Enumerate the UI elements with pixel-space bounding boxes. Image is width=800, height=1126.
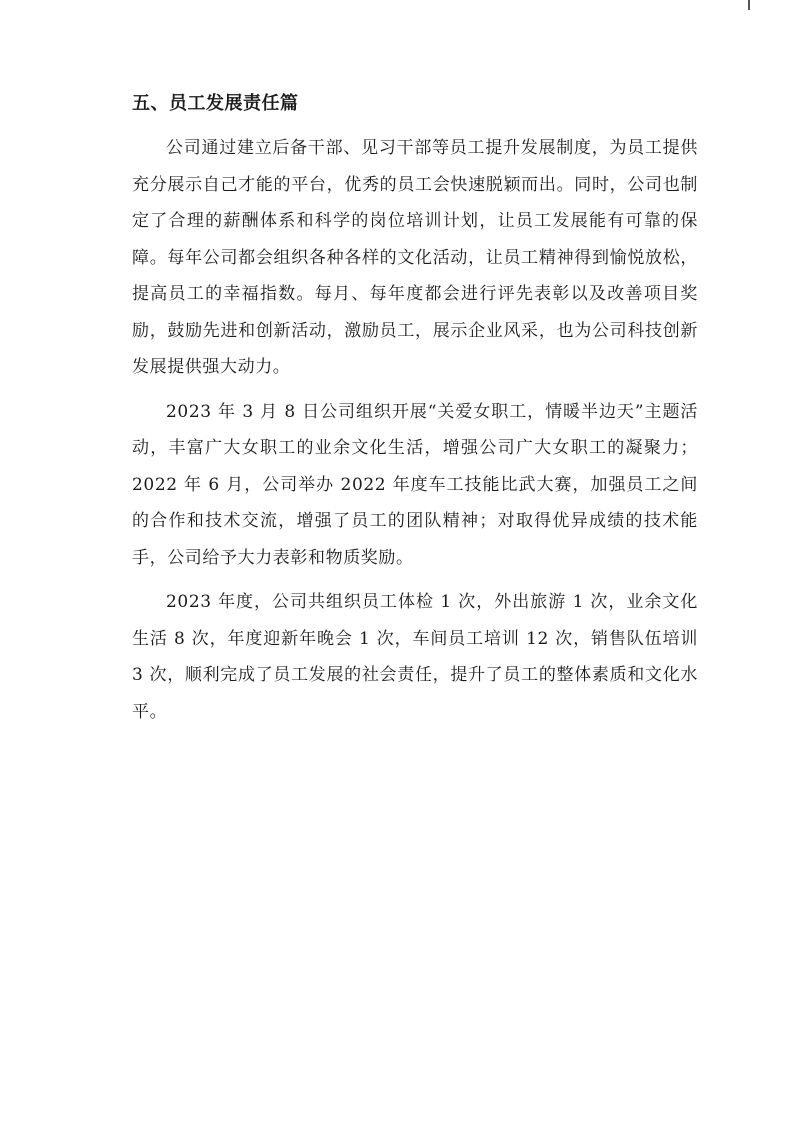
scan-edge-mark xyxy=(748,0,750,10)
document-page xyxy=(132,92,698,738)
paragraph-2: 2023 年 3 月 8 日公司组织开展“关爱女职工，情暖半边天”主题活动，丰富广大女职工的业余文化生活，增强公司广大女职工的凝聚力；2022 年 6 月，公司举办 2022 年度车工技能比武大赛，加强员工之间的合作和技术交流，增强了员工的团队精神；对取得优异成绩的技术能手，公司给予大力表彰和物质奖励。 xyxy=(132,401,698,568)
section-title: 五、员工发展责任篇 xyxy=(132,93,299,114)
paragraph-1: 公司通过建立后备干部、见习干部等员工提升发展制度，为员工提供充分展示自己才能的平台，优秀的员工会快速脱颖而出。同时，公司也制定了合理的薪酬体系和科学的岗位培训计划，让员工发展能有可靠的保障。每年公司都会组织各种各样的文化活动，让员工精神得到愉悦放松，提高员工的幸福指数。每月、每年度都会进行评先表彰以及改善项目奖励，鼓励先进和创新活动，激励员工，展示企业风采，也为公司科技创新发展提供强大动力。 xyxy=(132,138,698,377)
paragraph-3: 2023 年度，公司共组织员工体检 1 次，外出旅游 1 次，业余文化生活 8 次，年度迎新年晚会 1 次，车间员工培训 12 次，销售队伍培训 3 次，顺利完成了员工发展的社会责任，提升了员工的整体素质和文化水平。 xyxy=(132,592,698,722)
